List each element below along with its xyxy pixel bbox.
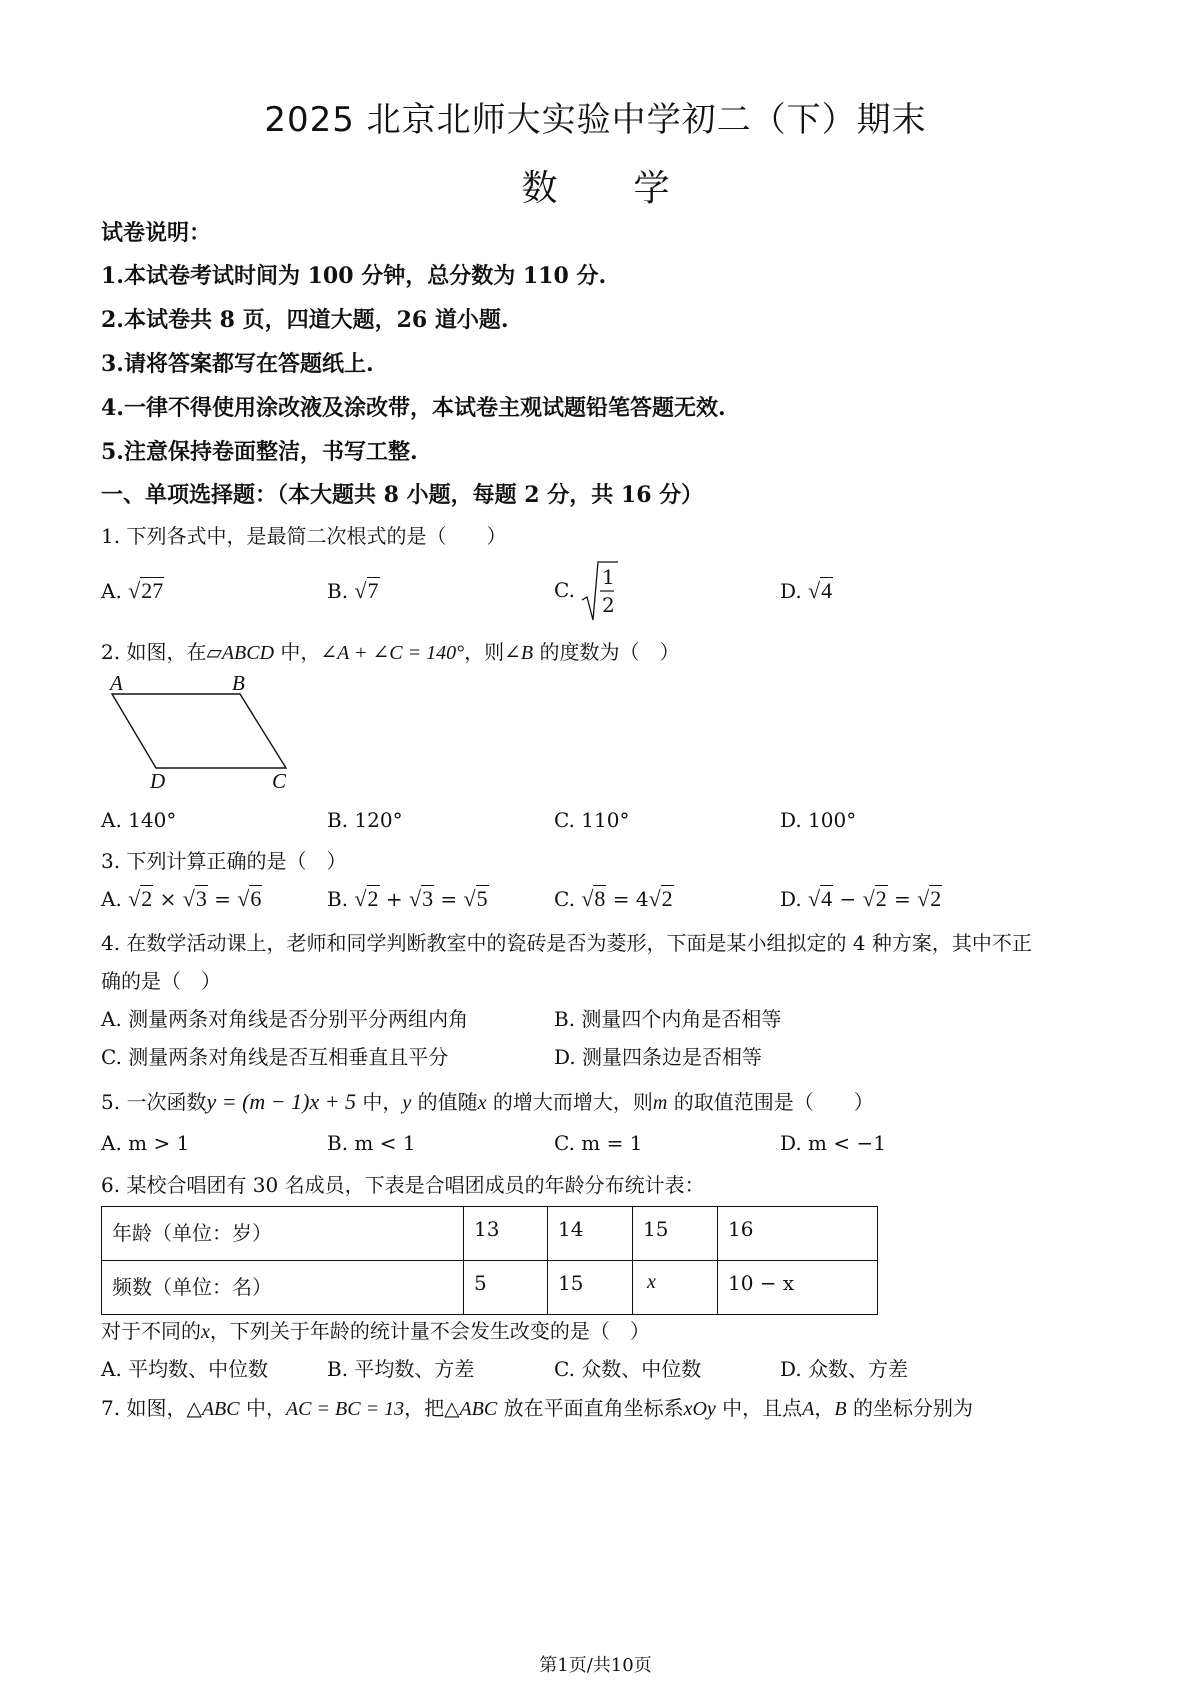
instruction-item: 1.本试卷考试时间为 100 分钟，总分数为 110 分. — [101, 263, 607, 289]
fraction-numerator: 1 — [602, 565, 615, 589]
q6-option-a: A. 平均数、中位数 — [101, 1357, 269, 1381]
question-6-stem: 6. 某校合唱团有 30 名成员，下表是合唱团成员的年龄分布统计表： — [101, 1173, 705, 1197]
vertex-label-c: C — [272, 769, 287, 792]
question-4-stem-line2: 确的是（ ） — [101, 969, 221, 993]
vertex-label-a: A — [110, 672, 123, 695]
q2-option-c: C. 110° — [554, 808, 630, 832]
question-2-stem: 2. 如图，在▱ABCD 中，∠A + ∠C = 140°，则∠B 的度数为（ ） — [101, 640, 680, 664]
table-cell: 13 — [464, 1207, 548, 1261]
q2-option-d: D. 100° — [780, 808, 857, 832]
q1-option-d: D. √4 — [780, 578, 833, 603]
q4-option-d: D. 测量四条边是否相等 — [554, 1045, 763, 1069]
page-footer: 第1页/共10页 — [539, 1655, 652, 1676]
age-frequency-table — [101, 1206, 878, 1315]
table-row — [102, 1207, 878, 1261]
q1-option-c-fraction — [580, 560, 620, 622]
page-title: 2025 北京北师大实验中学初二（下）期末 — [264, 100, 927, 140]
question-3-stem: 3. 下列计算正确的是（ ） — [101, 849, 347, 873]
question-1-stem: 1. 下列各式中，是最简二次根式的是（ ） — [101, 524, 507, 548]
table-cell: 15 — [633, 1207, 718, 1261]
table-cell: 10 − x — [718, 1261, 878, 1315]
q3-option-a: A. √2 × √3 = √6 — [101, 886, 262, 911]
table-cell: 15 — [548, 1261, 633, 1315]
q1-option-a: A. √27 — [101, 578, 164, 603]
instructions-heading: 试卷说明： — [101, 220, 212, 246]
table-cell: 年龄（单位：岁） — [102, 1207, 464, 1261]
q1-option-b: B. √7 — [327, 578, 379, 603]
question-7-stem: 7. 如图，△ABC 中，AC = BC = 13，把△ABC 放在平面直角坐标系xOy 中，且点A，B 的坐标分别为 — [101, 1396, 973, 1420]
q5-option-d: D. m < −1 — [780, 1131, 886, 1155]
q4-option-c: C. 测量两条对角线是否互相垂直且平分 — [101, 1045, 449, 1069]
q3-option-b: B. √2 + √3 = √5 — [327, 886, 488, 911]
q4-option-b: B. 测量四个内角是否相等 — [554, 1007, 782, 1031]
table-cell: x — [633, 1261, 718, 1315]
vertex-label-d: D — [150, 769, 166, 792]
parallelogram-figure — [100, 672, 300, 792]
table-row — [102, 1261, 878, 1315]
instruction-item: 2.本试卷共 8 页，四道大题，26 道小题. — [101, 307, 509, 333]
instruction-item: 3.请将答案都写在答题纸上. — [101, 351, 374, 377]
question-6-followup: 对于不同的x，下列关于年龄的统计量不会发生改变的是（ ） — [101, 1319, 650, 1343]
question-4-stem-line1: 4. 在数学活动课上，老师和同学判断教室中的瓷砖是否为菱形，下面是某小组拟定的 4 种方案，其中不正 — [101, 931, 1032, 955]
table-cell: 14 — [548, 1207, 633, 1261]
q6-option-d: D. 众数、方差 — [780, 1357, 909, 1381]
instruction-item: 4.一律不得使用涂改液及涂改带，本试卷主观试题铅笔答题无效. — [101, 395, 726, 421]
q2-option-b: B. 120° — [327, 808, 403, 832]
q5-option-a: A. m > 1 — [101, 1131, 190, 1155]
instruction-item: 5.注意保持卷面整洁，书写工整. — [101, 439, 418, 465]
q6-option-c: C. 众数、中位数 — [554, 1357, 702, 1381]
fraction-denominator: 2 — [602, 593, 615, 617]
q5-option-c: C. m = 1 — [554, 1131, 643, 1155]
q6-option-b: B. 平均数、方差 — [327, 1357, 475, 1381]
q3-option-d: D. √4 − √2 = √2 — [780, 886, 942, 911]
subject-title: 数学 — [521, 168, 746, 209]
q4-option-a: A. 测量两条对角线是否分别平分两组内角 — [101, 1007, 469, 1031]
vertex-label-b: B — [232, 672, 245, 695]
question-5-stem: 5. 一次函数y = (m − 1)x + 5 中，y 的值随x 的增大而增大，则m 的取值范围是（ ） — [101, 1089, 874, 1114]
section-heading: 一、单项选择题：（本大题共 8 小题，每题 2 分，共 16 分） — [101, 482, 704, 508]
table-cell: 16 — [718, 1207, 878, 1261]
table-cell: 5 — [464, 1261, 548, 1315]
q2-option-a: A. 140° — [101, 808, 177, 832]
q1-option-c-label: C. — [554, 578, 575, 602]
q3-option-c: C. √8 = 4√2 — [554, 886, 673, 911]
q5-option-b: B. m < 1 — [327, 1131, 416, 1155]
table-cell: 频数（单位：名） — [102, 1261, 464, 1315]
